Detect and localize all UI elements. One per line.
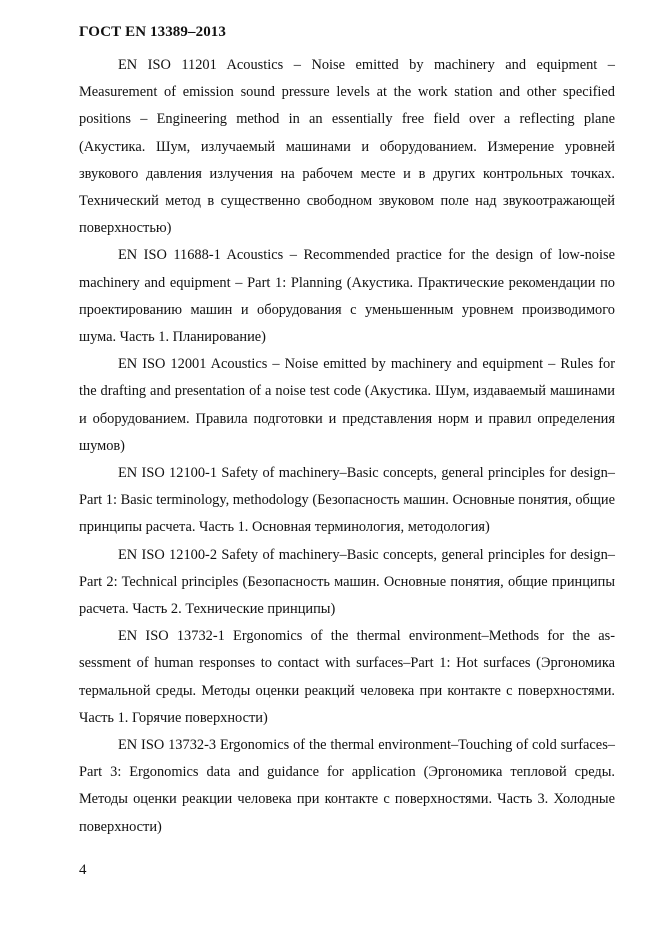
reference-paragraph: EN ISO 12100-1 Safety of machinery–Basic concepts, general principles for design–Part 1: Basic terminology, methodology (Безопасность машин. Основные понятия, общие принципы расчета. Часть 1. Основная терминология, методология) — [79, 465, 615, 536]
document-header: ГОСТ EN 13389–2013 — [79, 24, 226, 40]
reference-paragraph: EN ISO 12001 Acoustics – Noise emitted by machinery and equipment – Rules for the drafting and presentation of a noise test code (Акустика. Шум, издаваемый машинами и оборудованием. Правила подготовки и представления норм и правил определения шумов) — [79, 356, 615, 454]
reference-paragraph: EN ISO 11201 Acoustics – Noise emitted by machinery and equipment – Measurement of emission sound pressure levels at the work station and other specified positions – Engineering method in an essentially free field over a reflecting plane (Акустика. Шум, излучаемый машинами и оборудованием. Измерение уровней звукового давления излучения на рабочем месте и в других контрольных точках. Технический метод в существенно свободном звуковом поле над звукоотражающей поверхностью) — [79, 57, 615, 237]
reference-list — [79, 52, 615, 841]
reference-paragraph: EN ISO 13732-3 Ergonomics of the thermal environment–Touching of cold surfaces–Part 3: Ergonomics data and guidance for application (Эргономика тепловой среды. Методы оценки реакции человека при контакте с поверхностями. Часть 3. Холодные поверхности) — [79, 737, 615, 835]
page-number: 4 — [79, 862, 87, 878]
reference-paragraph: EN ISO 13732-1 Ergonomics of the thermal environment–Methods for the assessment of human responses to contact with surfaces–Part 1: Hot surfaces (Эргономика термальной среды. Методы оценки реакций человека при контакте с поверхностями. Часть 1. Горячие поверхности) — [79, 628, 615, 726]
reference-paragraph: EN ISO 11688-1 Acoustics – Recommended practice for the design of low-noise machinery and equipment – Part 1: Planning (Акустика. Практические рекомендации по проектированию машин и оборудования с уменьшенным уровнем производимого шума. Часть 1. Планирование) — [79, 247, 615, 346]
reference-paragraph: EN ISO 12100-2 Safety of machinery–Basic concepts, general principles for design–Part 2: Technical principles (Безопасность машин. Основные понятия, общие принципы расчета. Часть 2. Технические принципы) — [79, 546, 615, 618]
